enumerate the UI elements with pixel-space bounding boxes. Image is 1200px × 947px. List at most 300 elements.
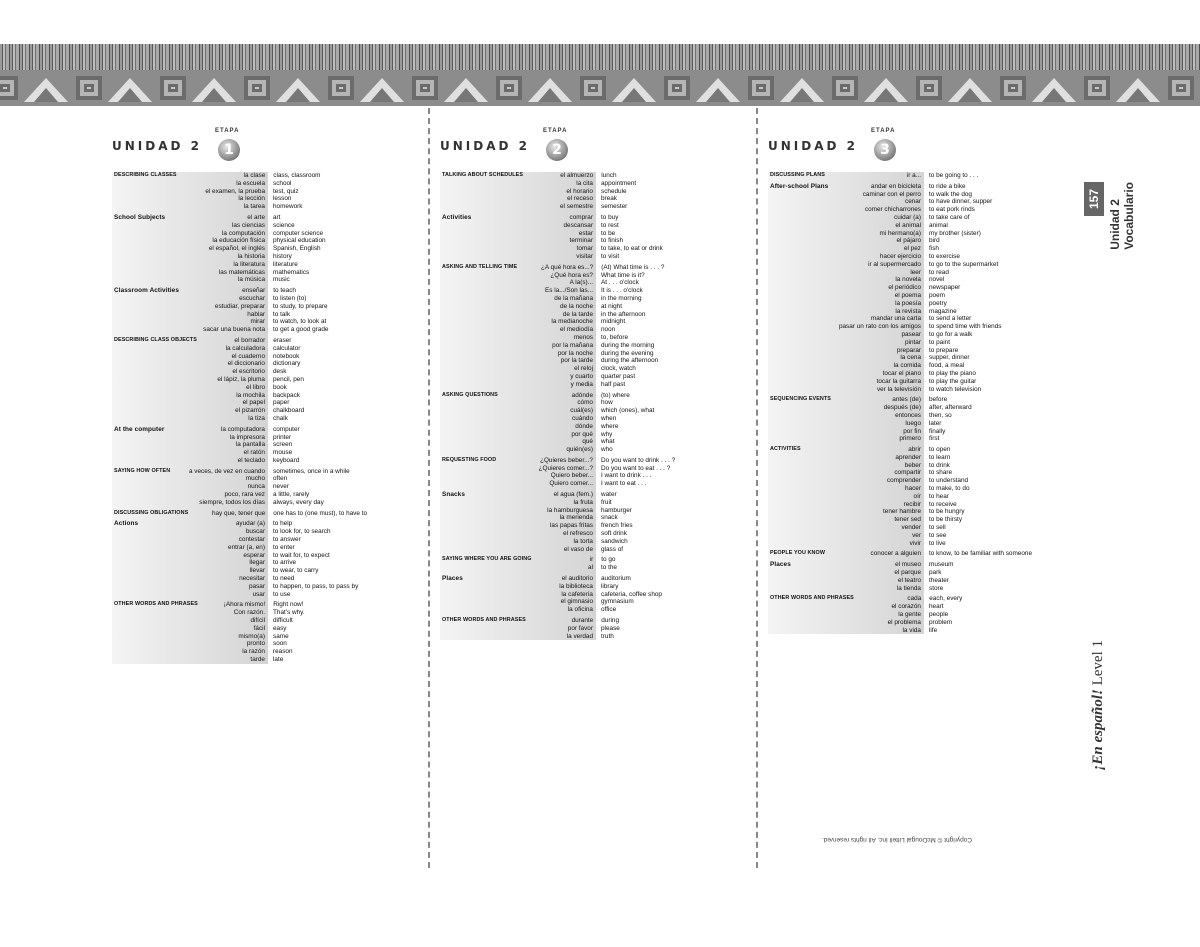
english-term: please (601, 624, 620, 632)
english-term: to be hungry (929, 508, 965, 516)
section-title (768, 501, 832, 509)
section-title (440, 357, 504, 365)
english-term: each, every (929, 595, 963, 603)
spanish-term: la fruta (573, 498, 593, 506)
english-term: a little, rarely (273, 491, 310, 499)
english-term: where (601, 422, 619, 430)
book-title (1090, 640, 1107, 770)
english-term: printer (273, 433, 292, 441)
spanish-term: entrar (a, en) (228, 543, 265, 551)
spanish-term: el teatro (897, 576, 921, 584)
vocab-row (768, 435, 1078, 443)
spanish-term: buscar (245, 528, 265, 536)
english-term: to receive (929, 500, 957, 508)
section-title (112, 276, 176, 284)
english-term: literature (273, 260, 298, 268)
spanish-term: la computadora (220, 425, 265, 433)
section-title: REQUESTING FOOD (442, 456, 497, 463)
section-title (112, 253, 176, 261)
english-term: to paint (929, 338, 950, 346)
vocab-row (768, 561, 1078, 569)
spanish-term: caminar con el perro (862, 190, 921, 198)
spanish-term: comprar (569, 213, 593, 221)
section-title (112, 295, 176, 303)
spanish-term: oír (913, 492, 921, 500)
vocab-row (440, 415, 750, 423)
vocabulary-list (768, 172, 1078, 634)
spanish-term: quién(es) (566, 446, 593, 454)
spanish-term: el vaso de (563, 545, 593, 553)
spanish-term: la torta (573, 537, 593, 545)
etapa-number: 2 (546, 139, 568, 161)
vocab-row (112, 528, 422, 536)
section-title (440, 507, 504, 515)
unidad-heading: UNIDAD 2 (768, 139, 858, 153)
english-term: to talk (273, 310, 291, 318)
vocab-row (112, 601, 422, 609)
banner-motif-icon (744, 70, 828, 106)
spanish-term: primero (899, 435, 921, 443)
spanish-term: ver (912, 531, 921, 539)
section-title (440, 318, 504, 326)
vocab-row (112, 261, 422, 269)
spanish-term: de la noche (559, 302, 593, 310)
vocab-row (112, 633, 422, 641)
section-title (768, 284, 832, 292)
spanish-term: el cuaderno (231, 352, 265, 360)
section-title (440, 311, 504, 319)
spanish-term: tocar el piano (882, 369, 921, 377)
section-title (440, 253, 504, 261)
section-title (768, 347, 832, 355)
spanish-term: la tiza (248, 414, 265, 422)
section-title (112, 368, 176, 376)
vocab-row (440, 499, 750, 507)
spanish-term: el pájaro (896, 237, 921, 245)
vocab-row (768, 222, 1078, 230)
english-term: computer (273, 425, 300, 433)
vocab-row (768, 627, 1078, 635)
vocab-row (768, 462, 1078, 470)
vocab-row (112, 520, 422, 528)
spanish-term: ir a... (906, 172, 921, 179)
section-title (768, 198, 832, 206)
section-title (768, 300, 832, 308)
spanish-term: pasear (901, 330, 921, 338)
spanish-term: el agua (fem.) (553, 491, 593, 499)
section-title: School Subjects (114, 213, 166, 221)
english-term: to wear, to carry (273, 567, 319, 575)
english-term: to have dinner, supper (929, 198, 993, 206)
section-title (440, 365, 504, 373)
section-title (440, 399, 504, 407)
vocab-section (112, 426, 422, 465)
section-title (440, 272, 504, 280)
spanish-term: la poesía (895, 299, 921, 307)
banner-motif-icon (408, 70, 492, 106)
spanish-term: el español, el inglés (208, 245, 265, 253)
english-term: to hear (929, 492, 949, 500)
vocab-row (440, 465, 750, 473)
fold-line (428, 108, 430, 868)
english-term: to be going to . . . (929, 172, 979, 179)
vocab-section (440, 172, 750, 211)
vocab-section (440, 214, 750, 261)
english-term: calculator (273, 344, 301, 352)
vocab-row (440, 583, 750, 591)
spanish-term: el auditorio (561, 575, 593, 583)
section-title (768, 611, 832, 619)
spanish-term: la música (238, 276, 265, 284)
english-term: poetry (929, 299, 947, 307)
vocab-row (440, 222, 750, 230)
section-title (112, 528, 176, 536)
vocab-row (768, 261, 1078, 269)
spanish-term: la merienda (559, 514, 593, 522)
english-term: (At) What time is . . . ? (601, 263, 665, 271)
vocab-row (112, 583, 422, 591)
english-term: to be (601, 229, 616, 237)
section-title (768, 577, 832, 585)
section-title (112, 407, 176, 415)
section-title (768, 308, 832, 316)
spanish-term: el borrador (234, 336, 266, 344)
section-title (440, 472, 504, 480)
vocab-section (440, 556, 750, 572)
spanish-term: la historia (237, 252, 265, 260)
spanish-term: ¿Qué hora es? (550, 271, 593, 279)
section-title (440, 203, 504, 211)
banner-motif-icon (576, 70, 660, 106)
english-term: later (929, 419, 942, 427)
english-term: appointment (601, 179, 637, 187)
section-title: Activities (442, 213, 472, 221)
english-term: to drink (929, 461, 950, 469)
section-title (768, 540, 832, 548)
english-term: noon (601, 326, 616, 334)
section-title (440, 423, 504, 431)
vocab-row (768, 428, 1078, 436)
vocab-row (768, 237, 1078, 245)
vocab-row (440, 381, 750, 389)
vocab-row (112, 567, 422, 575)
section-title (112, 188, 176, 196)
spanish-term: por qué (571, 430, 593, 438)
section-title (112, 180, 176, 188)
vocab-section (440, 264, 750, 389)
section-title (440, 606, 504, 614)
section-title (440, 465, 504, 473)
vocab-row (112, 222, 422, 230)
section-title (768, 230, 832, 238)
english-term: always, every day (273, 498, 324, 506)
section-title (440, 546, 504, 554)
section-title (440, 480, 504, 488)
english-term: to be thirsty (929, 516, 963, 524)
spanish-term: la calculadora (225, 344, 265, 352)
spanish-term: el papel (242, 399, 265, 407)
section-title (768, 619, 832, 627)
spanish-term: beber (904, 461, 921, 469)
section-title (768, 532, 832, 540)
banner-motif-icon (156, 70, 240, 106)
banner-motif-icon (660, 70, 744, 106)
spanish-term: el mediodía (559, 326, 593, 334)
spanish-term: el problema (887, 618, 921, 626)
vocab-row (112, 237, 422, 245)
vocab-section (440, 617, 750, 640)
section-title (112, 656, 176, 664)
spanish-term: por favor (567, 624, 593, 632)
vocab-row (112, 483, 422, 491)
banner-motif-icon (72, 70, 156, 106)
english-term: to take, to eat or drink (601, 245, 663, 253)
section-title (440, 287, 504, 295)
english-term: That's why. (273, 609, 305, 617)
unit-label: Unidad 2 (1108, 199, 1122, 250)
spanish-term: la impresora (229, 433, 265, 441)
english-term: pencil, pen (273, 375, 304, 383)
vocab-row (768, 362, 1078, 370)
vocab-row (112, 368, 422, 376)
spanish-term: la razón (242, 648, 265, 656)
spanish-term: necesitar (239, 575, 265, 583)
english-term: mouse (273, 449, 293, 457)
english-term: to sell (929, 524, 946, 532)
section-title (112, 360, 176, 368)
vocab-row (112, 345, 422, 353)
vocab-row (112, 360, 422, 368)
vocab-row (112, 475, 422, 483)
section-title (440, 530, 504, 538)
section-title (112, 195, 176, 203)
english-term: magazine (929, 307, 957, 315)
english-term: to use (273, 590, 291, 598)
english-term: class, classroom (273, 172, 321, 179)
section-title: SEQUENCING EVENTS (770, 396, 832, 403)
english-term: bird (929, 237, 940, 245)
english-term: book (273, 383, 287, 391)
spanish-term: abrir (908, 446, 921, 454)
spanish-term: hay que, tener que (211, 509, 266, 517)
vocab-row (440, 507, 750, 515)
english-term: to look for, to search (273, 528, 331, 536)
section-title (768, 331, 832, 339)
spanish-term: compartir (894, 469, 921, 477)
english-term: I want to drink . . . (601, 472, 652, 480)
english-term: eraser (273, 336, 292, 344)
section-title (768, 462, 832, 470)
vocab-row (112, 353, 422, 361)
section-title (440, 334, 504, 342)
english-term: semester (601, 203, 628, 211)
vocab-section (440, 457, 750, 488)
section-title (112, 345, 176, 353)
banner-motif-icon (1080, 70, 1164, 106)
section-title (768, 222, 832, 230)
spanish-term: la educación física (212, 237, 265, 245)
english-term: quarter past (601, 372, 636, 380)
vocab-row (112, 326, 422, 334)
vocab-row (440, 295, 750, 303)
vocab-row (440, 530, 750, 538)
english-term: before (929, 396, 948, 404)
section-title: DISCUSSING PLANS (770, 172, 825, 178)
spanish-term: al (588, 564, 593, 572)
english-term: to teach (273, 287, 296, 295)
english-term: auditorium (601, 575, 631, 583)
vocab-row (112, 499, 422, 507)
section-title (768, 378, 832, 386)
english-term: in the morning (601, 294, 642, 302)
section-title (768, 269, 832, 277)
section-title (768, 362, 832, 370)
english-term: soft drink (601, 530, 627, 538)
spanish-term: cuál(es) (570, 407, 593, 415)
english-term: to eat pork rinds (929, 206, 975, 214)
section-title (440, 350, 504, 358)
english-term: to happen, to pass, to pass by (273, 582, 359, 590)
english-term: (to) where (601, 391, 630, 399)
english-term: to finish (601, 237, 624, 245)
section-title (768, 516, 832, 524)
spanish-term: las ciencias (231, 221, 265, 229)
vocab-row (768, 292, 1078, 300)
vocab-section (768, 172, 1078, 180)
section-title (112, 559, 176, 567)
section-title: OTHER WORDS AND PHRASES (114, 601, 198, 608)
section-title (112, 399, 176, 407)
section-title: OTHER WORDS AND PHRASES (770, 595, 854, 602)
english-term: test, quiz (273, 187, 299, 195)
vocab-row (112, 656, 422, 664)
banner-motif-icon (1164, 70, 1200, 106)
section-title (112, 222, 176, 230)
english-term: Do you want to eat . . . ? (601, 464, 671, 472)
panel-header (768, 128, 1078, 164)
spanish-term: el libro (246, 383, 265, 391)
section-title (440, 180, 504, 188)
book-level: Level 1 (1090, 640, 1106, 686)
section-title (768, 237, 832, 245)
section-title (768, 315, 832, 323)
vocab-row (112, 172, 422, 180)
spanish-term: el pez (903, 245, 921, 253)
vocab-row (440, 457, 750, 465)
section-title (440, 538, 504, 546)
section-title (112, 567, 176, 575)
section-title (112, 261, 176, 269)
section-title (440, 237, 504, 245)
english-term: french fries (601, 522, 633, 530)
spanish-term: el lápiz, la pluma (217, 375, 265, 383)
english-term: museum (929, 561, 954, 569)
section-title: OTHER WORDS AND PHRASES (442, 617, 526, 624)
english-term: why (601, 430, 613, 438)
vocab-row (768, 386, 1078, 394)
spanish-term: A la(s)... (569, 279, 593, 287)
english-term: music (273, 276, 290, 284)
spanish-term: de la mañana (554, 294, 593, 302)
english-term: to answer (273, 536, 301, 544)
vocab-row (112, 295, 422, 303)
english-term: to enter (273, 543, 295, 551)
vocab-row (112, 337, 422, 345)
spanish-term: mi hermano(a) (879, 229, 921, 237)
banner-texture (0, 44, 1200, 70)
spanish-term: leer (910, 268, 921, 276)
vocab-row (440, 556, 750, 564)
english-term: problem (929, 618, 953, 626)
english-term: life (929, 626, 938, 634)
vocab-row (112, 457, 422, 465)
section-title (768, 524, 832, 532)
etapa-label: ETAPA (543, 128, 568, 134)
english-term: theater (929, 576, 949, 584)
spanish-term: la computación (222, 229, 265, 237)
spanish-term: adónde (571, 391, 593, 399)
spanish-term: tomar (576, 245, 593, 253)
vocab-row (440, 214, 750, 222)
spanish-term: pintar (905, 338, 921, 346)
english-term: office (601, 606, 617, 614)
vocab-row (768, 396, 1078, 404)
vocab-row (112, 269, 422, 277)
banner-motif-icon (240, 70, 324, 106)
spanish-term: estar (578, 229, 593, 237)
banner-motif-icon (324, 70, 408, 106)
section-title (768, 386, 832, 394)
unidad-heading: UNIDAD 2 (440, 139, 530, 153)
english-term: homework (273, 203, 303, 211)
vocab-row (112, 214, 422, 222)
vocab-row (112, 318, 422, 326)
english-term: to learn (929, 453, 951, 461)
vocab-row (440, 203, 750, 211)
vocab-row (112, 640, 422, 648)
vocab-row (112, 617, 422, 625)
section-title (768, 469, 832, 477)
english-term: easy (273, 624, 287, 632)
spanish-term: mucho (245, 475, 265, 483)
vocab-row (768, 253, 1078, 261)
spanish-term: la mochila (236, 391, 265, 399)
section-title (112, 245, 176, 253)
english-term: sandwich (601, 537, 628, 545)
spanish-term: el almuerzo (560, 172, 594, 179)
section-title (768, 404, 832, 412)
etapa-badge (212, 129, 246, 163)
section-title (112, 475, 176, 483)
vocab-row (768, 540, 1078, 548)
vocab-row (440, 617, 750, 625)
spanish-term: el parque (894, 569, 921, 577)
vocab-row (440, 237, 750, 245)
english-term: late (273, 656, 284, 664)
spanish-term: usar (252, 590, 265, 598)
spanish-term: andar en bicicleta (870, 182, 921, 190)
english-term: science (273, 221, 295, 229)
vocab-row (768, 378, 1078, 386)
vocab-row (768, 532, 1078, 540)
spanish-term: Quiero comer... (549, 480, 593, 488)
vocab-row (768, 420, 1078, 428)
english-term: to spend time with friends (929, 323, 1002, 331)
vocab-row (440, 342, 750, 350)
english-term: to make, to do (929, 485, 970, 493)
spanish-term: antes (de) (892, 396, 921, 404)
section-title (112, 237, 176, 245)
